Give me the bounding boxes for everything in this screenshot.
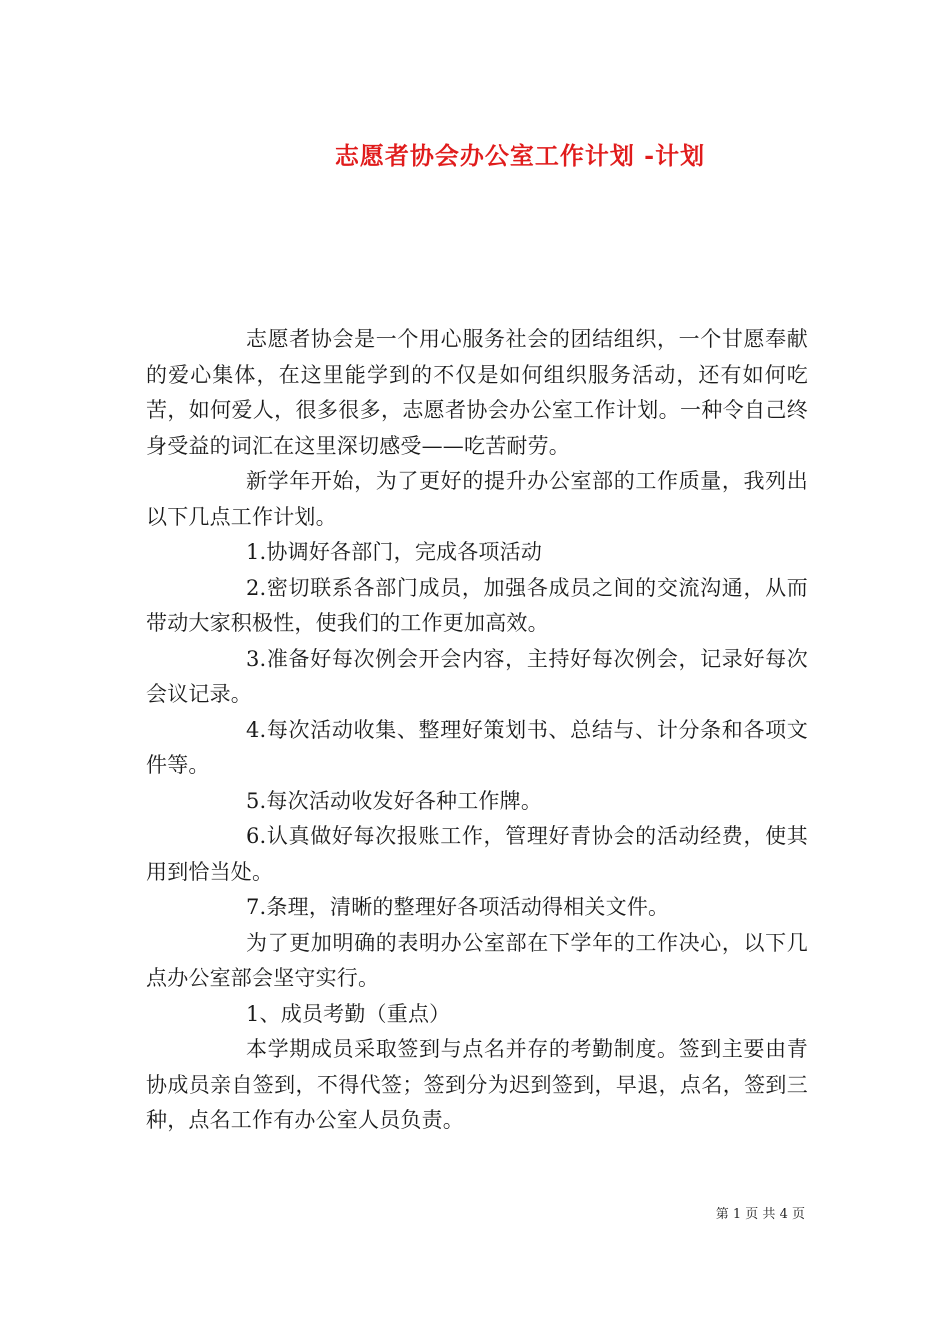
page-footer [716,1203,805,1222]
list-item: 6.认真做好每次报账工作，管理好青协会的活动经费，使其用到恰当处。 [146,824,808,884]
list-item: 7.条理，清晰的整理好各项活动得相关文件。 [246,895,670,919]
footer-prefix: 第 [715,1207,729,1222]
paragraph: 志愿者协会是一个用心服务社会的团结组织，一个甘愿奉献的爱心集体，在这里能学到的不仅是如何组织服务活动，还有如何吃苦，如何爱人，很多很多，志愿者协会办公室工作计划。一种令自己终身受益的词汇在这里深切感受——吃苦耐劳。 [146,327,808,458]
document-body [146,322,808,1139]
section-heading: 1、成员考勤（重点） [246,1001,451,1026]
list-item: 5.每次活动收发好各种工作牌。 [246,788,543,813]
list-item: 2.密切联系各部门成员，加强各成员之间的交流沟通，从而带动大家积极性，使我们的工作更加高效。 [146,575,808,635]
footer-current-page: 1 [732,1207,742,1222]
document-title: 志愿者协会办公室工作计划 -计划 [334,141,706,170]
paragraph: 本学期成员采取签到与点名并存的考勤制度。签到主要由青协成员亲自签到，不得代签；签到分为迟到签到，早退，点名，签到三种，点名工作有办公室人员负责。 [146,1037,808,1132]
list-item: 3.准备好每次例会开会内容，主持好每次例会，记录好每次会议记录。 [146,646,808,706]
paragraph: 为了更加明确的表明办公室部在下学年的工作决心，以下几点办公室部会坚守实行。 [146,930,808,990]
paragraph: 新学年开始，为了更好的提升办公室部的工作质量，我列出以下几点工作计划。 [146,469,808,529]
footer-middle: 页 共 [745,1207,776,1222]
list-item: 1.协调好各部门，完成各项活动 [246,540,543,564]
list-item: 4.每次活动收集、整理好策划书、总结与、计分条和各项文件等。 [146,717,808,777]
footer-suffix: 页 [791,1207,805,1222]
footer-total-pages: 4 [779,1207,788,1222]
